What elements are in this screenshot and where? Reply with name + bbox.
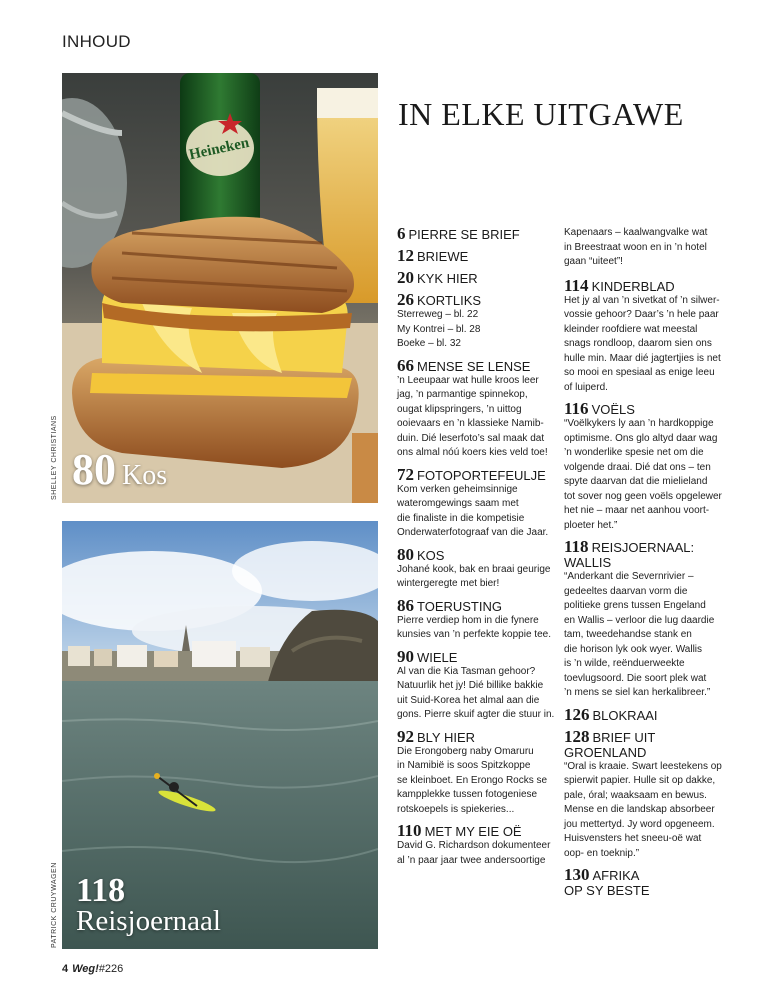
- contents-entry[interactable]: [397, 544, 551, 592]
- description-line: “Voëlkykers ly aan ’n hardkoppige: [564, 418, 714, 429]
- entry-page-number: 126: [564, 704, 590, 724]
- entry-description: [564, 760, 722, 862]
- description-line: Die Erongoberg naby Omaruru: [397, 745, 534, 757]
- description-line: duin. Dié leserfoto’s sal maak dat: [397, 432, 545, 444]
- description-line: ’n Leeupaar wat hulle kroos leer: [397, 374, 539, 386]
- description-line: Johané kook, bak en braai geurige: [397, 563, 551, 575]
- entry-title: BRIEF UIT: [592, 729, 656, 745]
- contents-entry[interactable]: [397, 464, 549, 541]
- description-line: Mense en die landskap absorbeer: [564, 804, 715, 815]
- description-line: Onderwaterfotograaf van die Jaar.: [397, 527, 549, 538]
- description-line: ’n wonderlike spesie net om die: [564, 447, 704, 458]
- description-line: volgende draai. Dié dat ons – ten: [564, 461, 711, 473]
- description-line: in Namibië is soos Spitzkoppe: [397, 760, 531, 771]
- entry-page-number: 116: [564, 399, 589, 418]
- svg-text:Heineken: Heineken: [187, 134, 251, 164]
- description-line: Huisvensters het sneeu-oë wat: [564, 833, 702, 844]
- description-line: vossie gehoor? Daar’s ’n hele paar: [564, 309, 719, 320]
- entry-heading: [564, 867, 719, 898]
- entry-heading: [397, 726, 547, 746]
- entry-heading: [397, 823, 547, 839]
- caption-title: Kos: [122, 460, 168, 491]
- entry-description: [564, 417, 722, 533]
- entry-page-number: 12: [397, 246, 414, 265]
- description-line: Kom verken geheimsinnige: [397, 483, 518, 495]
- description-line: wateromgewings saam met: [397, 498, 519, 509]
- section-header: INHOUD: [62, 32, 131, 51]
- description-line: gons. Pierre skuif agter die stuur in.: [397, 709, 555, 720]
- contents-entry[interactable]: [397, 595, 551, 643]
- entry-title: BRIEWE: [417, 249, 469, 264]
- entry-title: WIELE: [417, 649, 458, 665]
- entry-description: [397, 374, 547, 461]
- entry-title: KINDERBLAD: [591, 278, 675, 294]
- entry-title: WALLIS: [564, 555, 612, 570]
- caption-page-number: 80: [72, 445, 116, 494]
- description-line: ooievaars en ’n klassieke Namib-: [397, 418, 544, 429]
- page-number: 4: [62, 963, 69, 975]
- description-line: tam, tweedehandse stank en: [564, 629, 692, 640]
- contents-entry[interactable]: [564, 704, 719, 724]
- entry-heading: [397, 292, 547, 308]
- entry-description: [397, 563, 551, 592]
- description-line: wintergeregte met bier!: [397, 578, 500, 589]
- issue-number: #226: [98, 963, 124, 975]
- contents-entry[interactable]: [564, 726, 722, 862]
- description-line: gaan “uiteet”!: [564, 256, 623, 267]
- entry-title: KOS: [417, 547, 445, 563]
- description-line: het nie – maar net aanhou voort-: [564, 505, 710, 516]
- description-line: kampplekke tussen fotogeniese: [397, 789, 538, 800]
- caption-title: Reisjoernaal: [76, 905, 221, 937]
- entry-heading: [564, 726, 719, 760]
- entry-title: KORTLIKS: [417, 293, 482, 308]
- entry-heading: [564, 275, 719, 295]
- description-line: en Wallis – verloor die lug daardie: [564, 614, 715, 626]
- description-line: ougat klipspringers, ’n uittog: [397, 403, 522, 415]
- entry-page-number: 110: [397, 821, 422, 840]
- description-line: die finaliste in die kompetisie: [397, 512, 525, 524]
- description-line: spierwit papier. Hulle sit op dakke,: [564, 775, 716, 786]
- description-line: “Anderkant die Severnrivier –: [564, 571, 694, 582]
- entry-page-number: 114: [564, 275, 589, 295]
- entry-page-number: 66: [397, 355, 414, 375]
- description-line: “Oral is kraaie. Swart leestekens op: [564, 760, 722, 772]
- travel-photo-caption: [76, 872, 221, 937]
- page-footer: [62, 963, 123, 975]
- description-line: ons almal nóú koers kies veld toe!: [397, 447, 548, 458]
- entry-description: [397, 483, 547, 541]
- entry-description: [397, 745, 547, 818]
- entry-heading: [397, 355, 547, 375]
- entry-title: FOTOPORTEFEULJE: [417, 467, 546, 483]
- entry-page-number: 20: [397, 268, 414, 287]
- description-line: die horison lyk ook wyer. Wallis: [564, 643, 703, 655]
- description-line: al ’n paar jaar twee andersoortige: [397, 854, 546, 866]
- entry-title: VOËLS: [591, 402, 635, 417]
- description-line: ploeter het.”: [564, 519, 618, 531]
- description-line: optimisme. Ons glo altyd daar wag: [564, 432, 718, 444]
- entry-description: [397, 839, 551, 868]
- description-line: gedeeltes daarvan vorm die: [564, 585, 688, 597]
- food-photo: [62, 73, 378, 503]
- entry-page-number: 128: [564, 726, 590, 746]
- entry-title: BLY HIER: [417, 729, 476, 745]
- description-line: uit Suid-Korea het almal aan die: [397, 694, 540, 706]
- description-line: Pierre verdiep hom in die fynere: [397, 614, 539, 626]
- contents-entry[interactable]: [397, 821, 551, 868]
- description-line: My Kontrei – bl. 28: [397, 323, 481, 335]
- entry-description: [397, 614, 551, 643]
- entry-title: OP SY BESTE: [564, 883, 650, 898]
- description-line: jag, ’n parmantige spinnekop,: [397, 389, 528, 400]
- contents-entry[interactable]: [564, 867, 719, 898]
- entry-title: PIERRE SE BRIEF: [408, 227, 520, 242]
- contents-entry[interactable]: [397, 646, 555, 723]
- description-line: Al van die Kia Tasman gehoor?: [397, 665, 536, 677]
- entry-heading: [397, 544, 547, 564]
- photo-credit: PATRICK CRUYWAGEN: [51, 862, 58, 948]
- contents-entry[interactable]: [397, 248, 547, 264]
- entry-page-number: 118: [564, 537, 589, 556]
- magazine-brand: Weg!: [72, 963, 99, 975]
- description-line: kleinder roofdiere wat meestal: [564, 323, 698, 335]
- photo-credit: SHELLEY CHRISTIANS: [51, 415, 58, 500]
- entry-title: AFRIKA: [592, 868, 640, 883]
- contents-entry[interactable]: [564, 539, 719, 701]
- entry-title: BLOKRAAI: [592, 707, 658, 723]
- entry-page-number: 72: [397, 464, 414, 484]
- entry-page-number: 6: [397, 224, 406, 243]
- entry-description: [397, 665, 555, 723]
- description-line: Natuurlik het jy! Dié billike bakkie: [397, 680, 544, 691]
- description-line: Boeke – bl. 32: [397, 338, 461, 349]
- entry-heading: [564, 401, 719, 417]
- entry-heading: [564, 539, 719, 570]
- contents-left-column: [397, 224, 555, 874]
- caption-page-number: 118: [76, 872, 126, 909]
- description-line: oop- en toeknip.”: [564, 847, 640, 859]
- entry-description: [564, 570, 719, 701]
- description-line: kunsies van ’n perfekte koppie tee.: [397, 629, 551, 640]
- contents-entry[interactable]: [397, 292, 547, 352]
- contents-entry[interactable]: [564, 275, 721, 396]
- description-line: David G. Richardson dokumenteer: [397, 840, 551, 851]
- description-line: spyte daarvan dat die mielieland: [564, 476, 708, 487]
- description-line: hulle min. Maar dié jagtertjies is net: [564, 352, 721, 364]
- entry-page-number: 92: [397, 726, 414, 746]
- entry-title: MENSE SE LENSE: [417, 358, 531, 374]
- description-line: is ’n wilde, reënduerweekte: [564, 658, 685, 669]
- description-line: jou mettertyd. Jy word opgeneem.: [564, 818, 715, 830]
- entry-title: MET MY EIE OË: [424, 824, 522, 839]
- contents-entry[interactable]: [397, 226, 547, 242]
- description-line: of luiperd.: [564, 381, 608, 393]
- entry-page-number: 86: [397, 595, 414, 615]
- contents-entry[interactable]: [564, 399, 722, 533]
- description-line: Sterreweg – bl. 22: [397, 309, 479, 320]
- entry-page-number: 80: [397, 544, 414, 564]
- entry-heading: [397, 464, 547, 484]
- description-line: so mooi en spesiaal as enige leeu: [564, 367, 715, 378]
- entry-description: [397, 308, 547, 352]
- entry-heading: [397, 248, 547, 264]
- entry-description: [564, 294, 719, 396]
- page-title: IN ELKE UITGAWE: [398, 96, 684, 132]
- entry-title: REISJOERNAAL:: [591, 540, 695, 555]
- contents-entry[interactable]: [397, 355, 548, 461]
- entry-heading: [397, 646, 547, 666]
- description-line: se kleinboet. En Erongo Rocks se: [397, 774, 548, 786]
- description-line: tot sover nog geen voëls opgelewer: [564, 490, 722, 502]
- description-line: Kapenaars – kaalwangvalke wat: [564, 227, 708, 238]
- contents-right-column: [564, 226, 722, 904]
- description-line: pale, óral; waaksaam en bewus.: [564, 789, 707, 801]
- continued-text: [564, 226, 719, 270]
- entry-title: TOERUSTING: [417, 598, 502, 614]
- entry-title: GROENLAND: [564, 744, 647, 760]
- food-photo-caption: [72, 445, 168, 498]
- description-line: rotskoepels is spiekeries...: [397, 803, 515, 815]
- entry-page-number: 130: [564, 865, 590, 884]
- contents-entry[interactable]: [397, 270, 547, 286]
- description-line: Het jy al van ’n sivetkat of ’n silwer-: [564, 294, 720, 306]
- description-line: politieke grens tussen Engeland: [564, 600, 706, 611]
- description-line: toevlugsoord. Die soort plek wat: [564, 672, 707, 684]
- description-line: ’n mens se siel kan herkalibreer.”: [564, 687, 711, 698]
- entry-heading: [397, 270, 547, 286]
- description-line: in Breestraat woon en in ’n hotel: [564, 241, 707, 253]
- entry-heading: [397, 595, 547, 615]
- entry-heading: [397, 226, 547, 242]
- entry-page-number: 26: [397, 290, 414, 309]
- entry-heading: [564, 704, 719, 724]
- entry-title: KYK HIER: [417, 271, 478, 286]
- contents-entry[interactable]: [397, 726, 548, 818]
- entry-page-number: 90: [397, 646, 414, 666]
- description-line: snags rondloop, daarom sien ons: [564, 338, 712, 349]
